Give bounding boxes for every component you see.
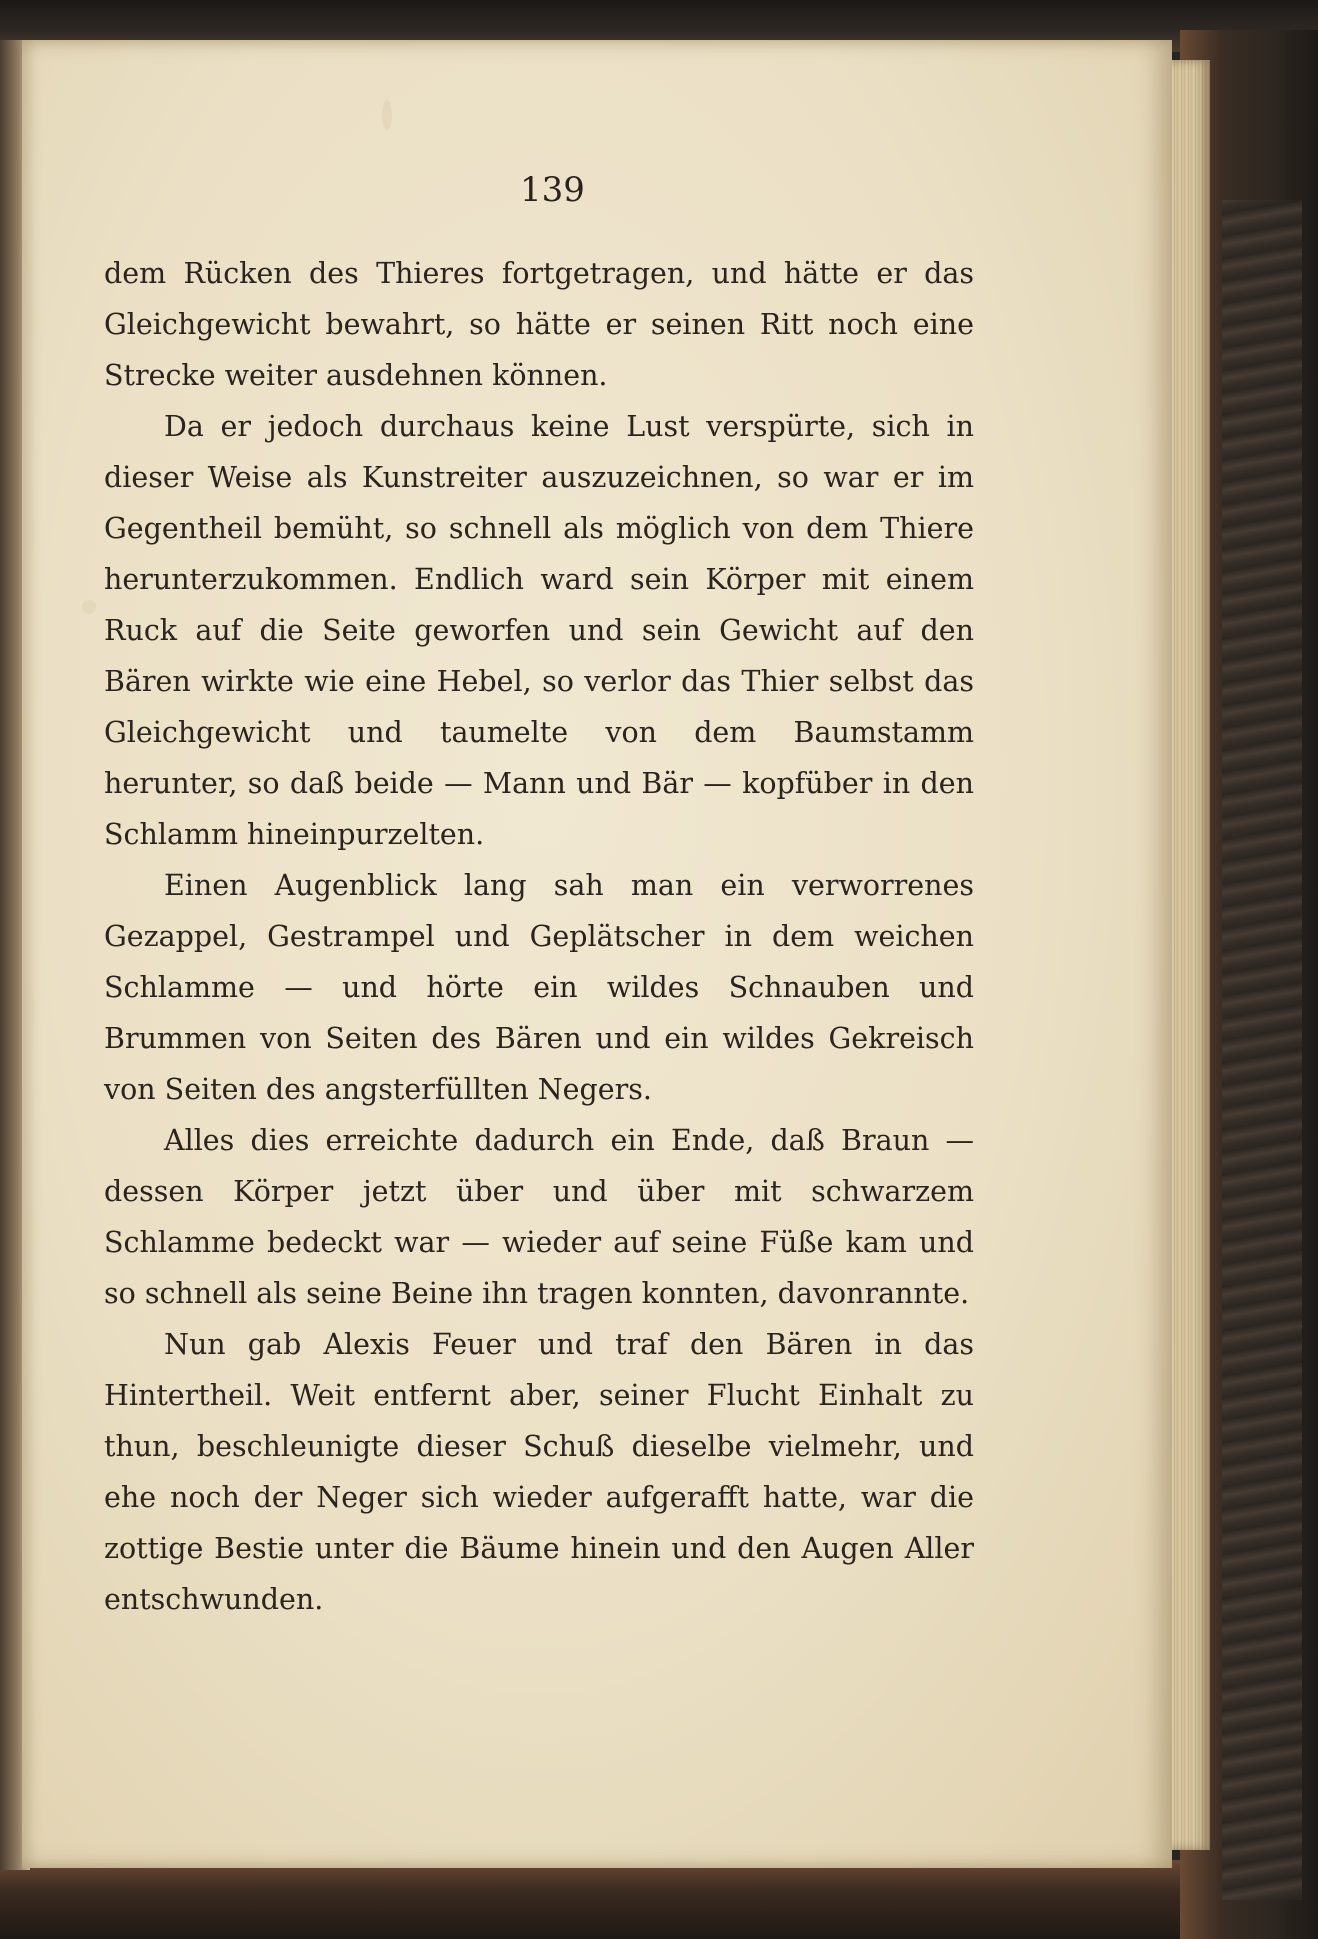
paper-spot <box>82 600 96 614</box>
marbled-cover-board <box>1222 200 1302 1900</box>
paragraph: Da er jedoch durchaus keine Lust verspürte, sich in dieser Weise als Kunstreiter auszuzeichnen, so war er im Gegentheil bemüht, so schnell als möglich von dem Thiere herunterzukommen. Endlich ward sein Körper mit einem Ruck auf die Seite geworfen und sein Gewicht auf den Bären wirkte wie eine Hebel, so verlor das Thier selbst das Gleichgewicht und taumelte von dem Baumstamm herunter, so daß beide — Mann und Bär — kopfüber in den Schlamm hineinpurzelten. <box>104 410 974 851</box>
paragraph: Alles dies erreichte dadurch ein Ende, daß Braun — dessen Körper jetzt über und über mit schwarzem Schlamme bedeckt war — wieder auf seine Füße kam und so schnell als seine Beine ihn tragen konnten, davonrannte. <box>104 1124 974 1310</box>
page-text <box>104 248 974 1625</box>
book-cover-bottom-edge <box>0 1860 1180 1939</box>
page-number: 139 <box>520 170 585 210</box>
paper-spot <box>382 100 392 130</box>
paragraph: Nun gab Alexis Feuer und traf den Bären in das Hintertheil. Weit entfernt aber, seiner Flucht Einhalt zu thun, beschleunigte dieser Schuß dieselbe vielmehr, und ehe noch der Neger sich wieder aufgerafft hatte, war die zottige Bestie unter die Bäume hinein und den Augen Aller entschwunden. <box>104 1328 974 1616</box>
paragraph: dem Rücken des Thieres fortgetragen, und hätte er das Gleichgewicht bewahrt, so hätte er seinen Ritt noch eine Strecke weiter ausdehnen können. <box>104 257 974 392</box>
paragraph: Einen Augenblick lang sah man ein verworrenes Gezappel, Gestrampel und Geplätscher in dem weichen Schlamme — und hörte ein wildes Schnauben und Brummen von Seiten des Bären und ein wildes Gekreisch von Seiten des angsterfüllten Negers. <box>104 869 974 1106</box>
